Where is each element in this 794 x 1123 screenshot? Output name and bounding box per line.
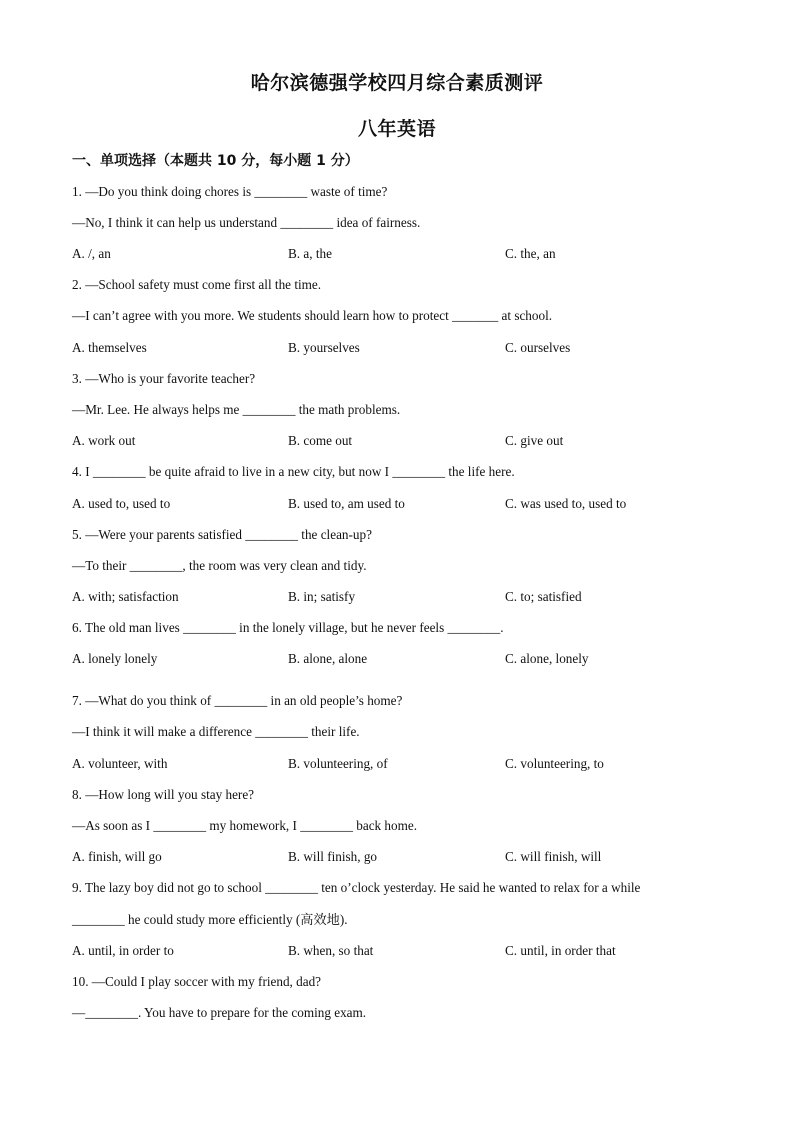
exam-title: 哈尔滨德强学校四月综合素质测评 [250,72,544,94]
question-7-line-1: 7. —What do you think of ________ in an old people’s home? [72,693,403,708]
question-6-line-1: 6. The old man lives ________ in the lonely village, but he never feels ________. [72,620,504,635]
question-10-line-1: 10. —Could I play soccer with my friend, dad? [72,974,322,989]
question-7-option-c: C. volunteering, to [505,756,604,771]
question-5-option-c: C. to; satisfied [505,589,582,604]
question-8-option-b: B. will finish, go [288,849,378,864]
question-9-line-1: 9. The lazy boy did not go to school ________ ten o’clock yesterday. He said he wanted to relax for a while [72,880,641,895]
question-4-option-a: A. used to, used to [72,496,171,511]
question-7-option-b: B. volunteering, of [288,756,388,771]
question-1-option-b: B. a, the [288,246,332,261]
question-9-line-2: ________ he could study more efficiently (高效地). [72,912,348,927]
question-2-line-1: 2. —School safety must come first all the time. [72,277,322,292]
question-3-option-c: C. give out [505,433,564,448]
question-2-option-c: C. ourselves [505,340,571,355]
question-2-line-2: —I can’t agree with you more. We students should learn how to protect _______ at school. [72,308,553,323]
question-1-option-a: A. /, an [72,246,111,261]
question-5-option-b: B. in; satisfy [288,589,356,604]
question-8-option-c: C. will finish, will [505,849,602,864]
question-10-line-2: —________. You have to prepare for the coming exam. [72,1005,367,1020]
question-9-option-b: B. when, so that [288,943,374,958]
question-3-option-a: A. work out [72,433,136,448]
question-4-line-1: 4. I ________ be quite afraid to live in a new city, but now I ________ the life here. [72,464,515,479]
question-1-option-c: C. the, an [505,246,556,261]
question-4-option-c: C. was used to, used to [505,496,627,511]
question-4-option-b: B. used to, am used to [288,496,405,511]
section-heading: 一、单项选择（本题共 10 分，每小题 1 分） [72,153,359,169]
question-6-option-a: A. lonely lonely [72,651,158,666]
question-5-option-a: A. with; satisfaction [72,589,179,604]
question-1-line-2: —No, I think it can help us understand ________ idea of fairness. [72,215,421,230]
question-7-line-2: —I think it will make a difference ________ their life. [72,724,360,739]
question-8-line-2: —As soon as I ________ my homework, I ________ back home. [72,818,418,833]
question-2-option-a: A. themselves [72,340,147,355]
question-3-line-2: —Mr. Lee. He always helps me ________ the math problems. [72,402,401,417]
exam-subtitle: 八年英语 [357,118,436,140]
question-7-option-a: A. volunteer, with [72,756,168,771]
question-8-line-1: 8. —How long will you stay here? [72,787,255,802]
question-6-option-c: C. alone, lonely [505,651,589,666]
question-3-option-b: B. come out [288,433,353,448]
question-2-option-b: B. yourselves [288,340,360,355]
question-5-line-1: 5. —Were your parents satisfied ________ the clean-up? [72,527,372,542]
question-6-option-b: B. alone, alone [288,651,368,666]
question-9-option-a: A. until, in order to [72,943,174,958]
question-1-line-1: 1. —Do you think doing chores is ________ waste of time? [72,184,388,199]
question-8-option-a: A. finish, will go [72,849,162,864]
question-3-line-1: 3. —Who is your favorite teacher? [72,371,256,386]
question-5-line-2: —To their ________, the room was very clean and tidy. [72,558,367,573]
question-9-option-c: C. until, in order that [505,943,616,958]
